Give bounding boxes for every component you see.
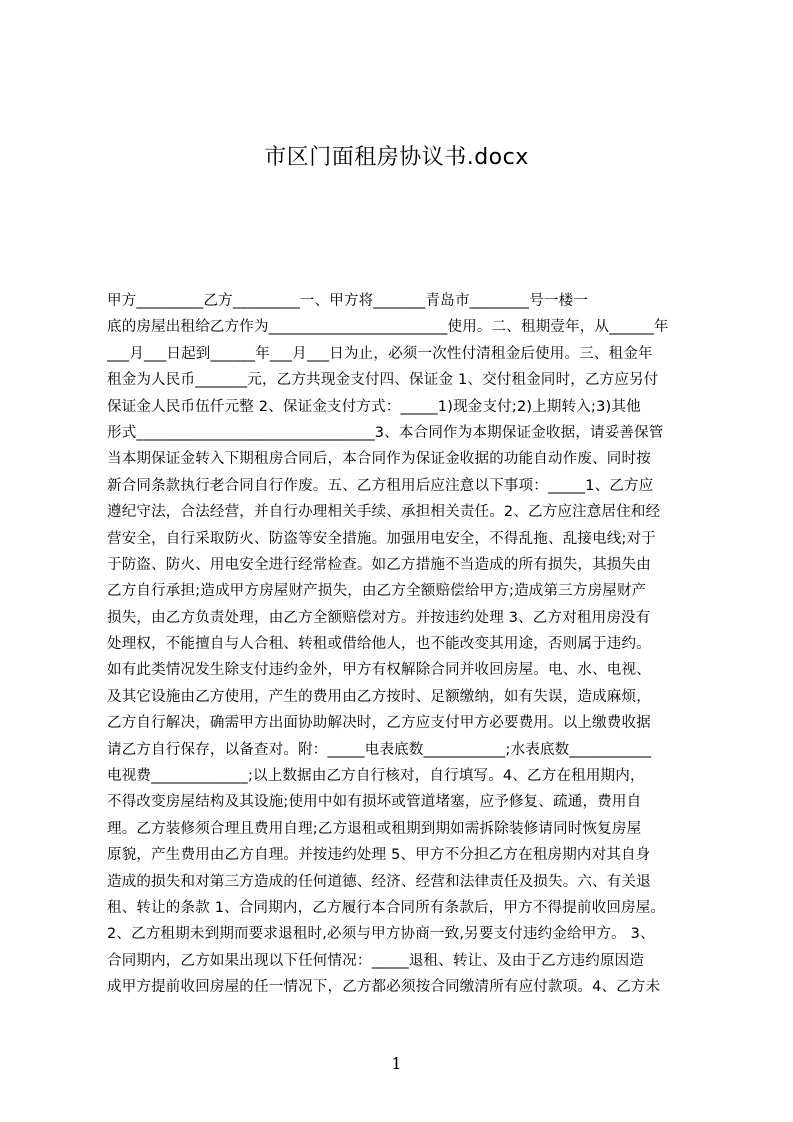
body-line: 理。乙方装修须合理且费用自理;乙方退租或租期到期如需拆除装修请同时恢复房屋 (107, 820, 642, 837)
body-line: 合同期内，乙方如果出现以下任何情况：_____退租、转让、及由于乙方违约原因造 (107, 952, 645, 969)
body-line: 处理权，不能擅自与人合租、转租或借给他人，也不能改变其用途，否则属于违约。 (107, 636, 651, 653)
body-line: 请乙方自行保存，以备查对。附：_____电表底数___________;水表底数___________ (107, 741, 652, 758)
body-line: 损失，由乙方负责处理，由乙方全额赔偿对方。并按违约处理 3、乙方对租用房没有 (107, 609, 651, 626)
document-title: 市区门面租房协议书.docx (264, 145, 529, 170)
body-line: 及其它设施由乙方使用，产生的费用由乙方按时、足额缴纳，如有失误，造成麻烦， (107, 688, 651, 705)
body-line: 甲方_________乙方_________一、甲方将_______青岛市________号一楼一 (107, 293, 589, 309)
body-line: 形式________________________________3、本合同作为本期保证金收据，请妥善保管 (107, 424, 664, 441)
body-line: 租金为人民币_______元，乙方共现金支付四、保证金 1、交付租金同时，乙方应另付 (107, 372, 659, 389)
body-line: 造成的损失和对第三方造成的任何道德、经济、经营和法律责任及损失。六、有关退 (107, 873, 651, 890)
body-line: 成甲方提前收回房屋的任一情况下，乙方都必须按合同缴清所有应付款项。4、乙方未 (107, 979, 661, 996)
body-line: 如有此类情况发生除支付违约金外，甲方有权解除合同并收回房屋。电、水、电视、 (107, 662, 651, 679)
page-number: 1 (391, 1054, 402, 1073)
body-line: 不得改变房屋结构及其设施;使用中如有损坏或管道堵塞，应予修复、疏通，费用自 (107, 794, 642, 811)
body-line: 保证金人民币伍仟元整 2、保证金支付方式：_____1)现金支付;2)上期转入;3)其他 (107, 398, 641, 415)
body-line: ___月___日起到______年___月___日为止，必须一次性付清租金后使用。三、租金年 (107, 345, 653, 362)
body-line: 乙方自行承担;造成甲方房屋财产损失，由乙方全额赔偿给甲方;造成第三方房屋财产 (107, 583, 647, 600)
body-line: 原貌，产生费用由乙方自理。并按违约处理 5、甲方不分担乙方在租房期内对其自身 (107, 847, 651, 864)
body-line: 营安全，自行采取防火、防盗等安全措施。加强用电安全，不得乱拖、乱接电线;对于 (107, 530, 656, 547)
body-line: 租、转让的条款 1、合同期内，乙方履行本合同所有条款后，甲方不得提前收回房屋。 (107, 899, 666, 916)
body-line: 新合同条款执行老合同自行作废。五、乙方租用后应注意以下事项：_____1、乙方应 (107, 477, 654, 494)
body-line: 2、乙方租期未到期而要求退租时,必须与甲方协商一致,另要支付违约金给甲方。 3、 (107, 926, 655, 943)
body-line: 遵纪守法，合法经营，并自行办理相关手续、承担相关责任。2、乙方应注意居住和经 (107, 504, 661, 521)
body-line: 乙方自行解决，确需甲方出面协助解决时，乙方应支付甲方必要费用。以上缴费收据 (107, 715, 651, 732)
body-line: 电视费_____________;以上数据由乙方自行核对，自行填写。4、乙方在租用期内， (107, 768, 645, 785)
body-line: 底的房屋出租给乙方作为________________________使用。二、租期壹年，从______年 (107, 319, 669, 336)
body-line: 当本期保证金转入下期租房合同后，本合同作为保证金收据的功能自动作废、同时按 (107, 451, 651, 468)
body-line: 于防盗、防火、用电安全进行经常检查。如乙方措施不当造成的所有损失，其损失由 (107, 556, 651, 573)
document-body (107, 288, 697, 1052)
